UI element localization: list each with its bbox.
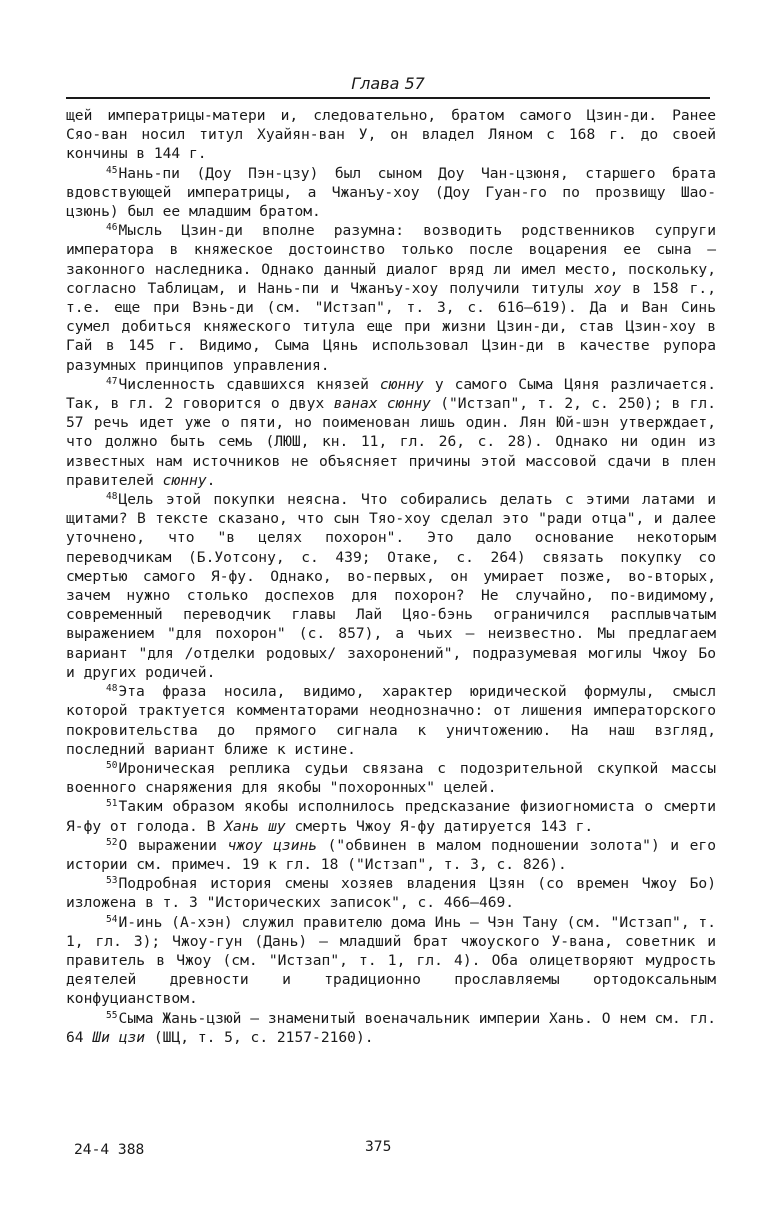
- note-number: 52: [106, 836, 118, 848]
- note-text: Сыма Жань-цзюй — знаменитый военачальник империи Хань. О нем см. гл. 64: [66, 1009, 716, 1046]
- note-italic-term: ванах сюнну: [333, 395, 431, 413]
- note-text: у самого Сыма Цяня различается. Так, в гл. 2 говорится о двух: [66, 375, 716, 413]
- note-italic-term: чжоу цзинь: [227, 836, 318, 854]
- note-text: Ироническая реплика судьи связана с подозрительной скупкой массы военного снаряжения для якобы "похоронных" целей.: [66, 759, 716, 797]
- note-53: [66, 874, 716, 912]
- note-number: 55: [106, 1009, 118, 1021]
- note-text: Цель этой покупки неясна. Что собирались делать с этими латами и щитами? В тексте сказано, что сын Тяо-хоу сделал это "ради отца", и далее уточнено, что "в целях похорон". Это дало основание некоторым переводчикам (Б.Уотсону, с. 439; Отаке, с. 264) связать покупку со смертью самого Я-фу. Однако, во-первых, он умирает позже, во-вторых, зачем нужно столько доспехов для похорон? Не случайно, по-видимому, современный переводчик главы Лай Цяо-бэнь ограничился расплывчатым выражением "для похорон" (с. 857), а чьих — неизвестно. Мы предлагаем вариант "для /отделки родовых/ захоронений", подразумевая могилы Чжоу Бо и других родичей.: [66, 491, 716, 681]
- note-text: Численность сдавшихся князей: [118, 375, 369, 393]
- note-italic-term: Ши цзи: [92, 1028, 146, 1046]
- note-48: [66, 490, 716, 682]
- printer-signature: 24-4 388: [74, 1141, 145, 1158]
- note-number: 51: [106, 798, 118, 810]
- note-italic-term: сюнну: [379, 375, 424, 393]
- note-text: Подробная история смены хозяев владения Цзян (со времен Чжоу Бо) изложена в т. 3 "Исторических записок", с. 466—469.: [66, 875, 716, 912]
- note-italic-term: Хань шу: [224, 817, 286, 835]
- note-text: смерть Чжоу Я-фу датируется 143 г.: [294, 817, 594, 835]
- note-text: .: [206, 471, 216, 489]
- note-number: 48: [106, 491, 118, 503]
- note-51: [66, 797, 716, 835]
- note-45: [66, 164, 716, 222]
- note-text: И-инь (А-хэн) служил правителю дома Инь — Чэн Тану (см. "Истзап", т. 1, гл. 3); Чжоу-гун (Дань) — младший брат чжоуского У-вана, советник и правитель в Чжоу (см. "Истзап", т. 1, гл. 4). Оба олицетворяют мудрость деятелей древности и традиционно прославляемы ортодоксальным конфуцианством.: [66, 913, 716, 1008]
- note-55: [66, 1009, 716, 1047]
- note-text: Нань-пи (Доу Пэн-цзу) был сыном Доу Чан-цзюня, старшего брата вдовствующей императрицы, а Чжанъу-хоу (Доу Гуан-го по прозвищу Шао-цзюнь) был ее младшим братом.: [66, 164, 716, 221]
- note-number: 53: [106, 875, 118, 887]
- note-49: [66, 682, 716, 759]
- note-number: 46: [106, 222, 118, 234]
- note-text: О выражении: [118, 836, 217, 854]
- note-46: [66, 221, 716, 375]
- note-text: ("обвинен в малом подношении золота") и его истории см. примеч. 19 к гл. 18 ("Истзап", т. 3, с. 826).: [66, 836, 716, 873]
- note-number: 54: [106, 913, 118, 925]
- note-text: Эта фраза носила, видимо, характер юридической формулы, смысл которой трактуется комментаторами неоднозначно: от лишения императорского покровительства до прямого сигнала к уничтожению. На наш взгляд, последний вариант ближе к истине.: [66, 683, 716, 758]
- header-rule: [66, 97, 710, 99]
- note-50: [66, 759, 716, 797]
- note-52: [66, 836, 716, 874]
- note-text: (ШЦ, т. 5, с. 2157-2160).: [153, 1028, 374, 1046]
- note-47: [66, 375, 716, 490]
- note-number: 45: [106, 164, 118, 176]
- note-54: [66, 913, 716, 1009]
- notes-body: [66, 106, 716, 1047]
- note-text: Таким образом якобы исполнилось предсказание физиогномиста о смерти Я-фу от голода. В: [66, 798, 716, 835]
- note-number: 48: [106, 683, 118, 695]
- note-text: в 158 г., т.е. еще при Вэнь-ди (см. "Истзап", т. 3, с. 616—619). Да и Ван Синь сумел добиться княжеского титула еще при жизни Цзин-ди, став Цзин-хоу в Гай в 145 г. Видимо, Сыма Цянь использовал Цзин-ди в качестве рупора разумных принципов управления.: [66, 279, 717, 374]
- page-number: 375: [365, 1138, 392, 1155]
- note-text: щей императрицы-матери и, следовательно, братом самого Цзин-ди. Ранее Сяо-ван носил титул Хуайян-ван У, он владел Ляном с 168 г. до своей кончины в 144 г.: [66, 107, 716, 163]
- note-continuation: [66, 106, 716, 164]
- note-text: ("Истзап", т. 2, с. 250); в гл. 57 речь идет уже о пяти, но поименован лишь один. Лян Юй-шэн утверждает, что должно быть семь (ЛЮШ, кн. 11, гл. 26, с. 28). Однако ни один из известных нам источников не объясняет причины этой массовой сдачи в плен правителей: [66, 395, 716, 489]
- note-number: 50: [106, 759, 118, 771]
- note-text: Мысль Цзин-ди вполне разумна: возводить родственников супруги императора в княжеское достоинство только после воцарения ее сына — законного наследника. Однако данный диалог вряд ли имел место, поскольку, согласно Таблицам, и Нань-пи и Чжанъу-хоу получили титулы: [66, 222, 716, 297]
- note-number: 47: [106, 375, 118, 387]
- note-italic-term: хоу: [594, 279, 621, 297]
- running-header: Глава 57: [351, 74, 425, 93]
- note-italic-term: сюнну: [162, 471, 207, 489]
